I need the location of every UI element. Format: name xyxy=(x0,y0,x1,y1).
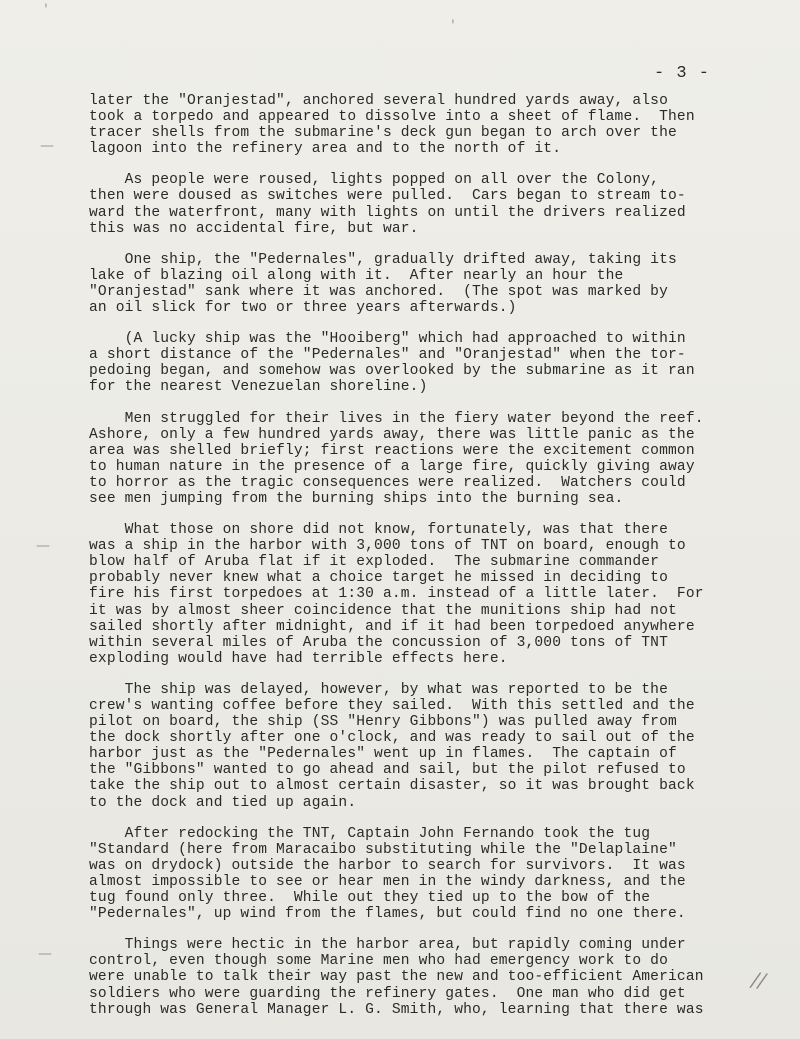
paragraph xyxy=(89,331,769,395)
margin-dash-mark: — xyxy=(40,138,54,154)
text-line: to horror as the tragic consequences were realized. Watchers could xyxy=(89,474,686,491)
text-line: Men struggled for their lives in the fiery water beyond the reef. xyxy=(89,410,704,427)
text-line: almost impossible to see or hear men in the windy darkness, and the xyxy=(89,873,686,890)
text-line: What those on shore did not know, fortunately, was that there xyxy=(89,522,668,539)
text-line: blow half of Aruba flat if it exploded. The submarine commander xyxy=(89,554,660,571)
text-line: within several miles of Aruba the concussion of 3,000 tons of TNT xyxy=(89,634,668,651)
text-line: then were doused as switches were pulled. Cars began to stream to- xyxy=(89,188,686,205)
text-line: soldiers who were guarding the refinery gates. One man who did get xyxy=(89,985,686,1002)
text-line: "Pedernales", up wind from the flames, but could find no one there. xyxy=(89,906,686,923)
text-line: ward the waterfront, many with lights on until the drivers realized xyxy=(89,204,686,221)
text-line: The ship was delayed, however, by what was reported to be the xyxy=(89,681,668,698)
text-line: to the dock and tied up again. xyxy=(89,794,357,811)
paragraph xyxy=(89,937,769,1017)
handwritten-mark: // xyxy=(750,967,768,993)
text-line: later the "Oranjestad", anchored several hundred yards away, also xyxy=(89,93,668,109)
text-line: lake of blazing oil along with it. After nearly an hour the xyxy=(89,267,624,284)
text-line: area was shelled briefly; first reactions were the excitement common xyxy=(89,442,695,459)
paragraph xyxy=(89,522,769,667)
text-line: As people were roused, lights popped on all over the Colony, xyxy=(89,172,660,189)
text-line: a short distance of the "Pedernales" and "Oranjestad" when the tor- xyxy=(89,347,686,364)
text-line: probably never knew what a choice target he missed in deciding to xyxy=(89,570,668,587)
text-line: "Oranjestad" sank where it was anchored. (The spot was marked by xyxy=(89,283,668,300)
text-line: lagoon into the refinery area and to the north of it. xyxy=(89,141,562,158)
text-line: control, even though some Marine men who had emergency work to do xyxy=(89,953,668,970)
paragraph xyxy=(89,826,769,923)
text-line: through was General Manager L. G. Smith, who, learning that there was xyxy=(89,1001,704,1018)
text-line: take the ship out to almost certain disaster, so it was brought back xyxy=(89,778,695,795)
text-line: harbor just as the "Pedernales" went up in flames. The captain of xyxy=(89,746,677,763)
body-text xyxy=(89,93,769,1033)
text-line: crew's wanting coffee before they sailed. With this settled and the xyxy=(89,698,695,714)
paragraph xyxy=(89,172,769,236)
text-line: were unable to talk their way past the new and too-efficient American xyxy=(89,969,704,986)
text-line: One ship, the "Pedernales", gradually drifted away, taking its xyxy=(89,251,677,268)
text-line: Things were hectic in the harbor area, but rapidly coming under xyxy=(89,937,686,954)
text-line: to human nature in the presence of a large fire, quickly giving away xyxy=(89,458,695,475)
text-line: was on drydock) outside the harbor to search for survivors. It was xyxy=(89,857,686,874)
margin-dash-mark: — xyxy=(36,538,50,554)
text-line: "Standard (here from Maracaibo substituting while the "Delaplaine" xyxy=(89,841,677,858)
text-line: sailed shortly after midnight, and if it had been torpedoed anywhere xyxy=(89,618,695,635)
text-line: was a ship in the harbor with 3,000 tons of TNT on board, enough to xyxy=(89,538,686,555)
page-number: - 3 - xyxy=(654,64,711,83)
text-line: pedoing began, and somehow was overlooked by the submarine as it ran xyxy=(89,363,695,380)
text-line: tug found only three. While out they tied up to the bow of the xyxy=(89,890,651,907)
paragraph xyxy=(89,93,769,157)
paragraph xyxy=(89,411,769,508)
text-line: fire his first torpedoes at 1:30 a.m. instead of a little later. For xyxy=(89,586,704,603)
paragraph xyxy=(89,682,769,811)
text-line: the "Gibbons" wanted to go ahead and sail, but the pilot refused to xyxy=(89,762,686,779)
text-line: exploding would have had terrible effects here. xyxy=(89,650,508,667)
text-line: took a torpedo and appeared to dissolve into a sheet of flame. Then xyxy=(89,109,695,126)
text-line: see men jumping from the burning ships into the burning sea. xyxy=(89,490,624,507)
text-line: pilot on board, the ship (SS "Henry Gibbons") was pulled away from xyxy=(89,714,677,731)
text-line: After redocking the TNT, Captain John Fernando took the tug xyxy=(89,825,651,842)
text-line: this was no accidental fire, but war. xyxy=(89,220,419,237)
text-line: an oil slick for two or three years afterwards.) xyxy=(89,300,517,317)
margin-tick-mark: ' xyxy=(44,2,48,18)
text-line: Ashore, only a few hundred yards away, there was little panic as the xyxy=(89,426,695,443)
margin-tick-mark: ' xyxy=(451,18,455,34)
text-line: tracer shells from the submarine's deck gun began to arch over the xyxy=(89,125,677,142)
text-line: (A lucky ship was the "Hooiberg" which had approached to within xyxy=(89,331,686,348)
text-line: the dock shortly after one o'clock, and was ready to sail out of the xyxy=(89,730,695,747)
text-line: for the nearest Venezuelan shoreline.) xyxy=(89,379,428,396)
paragraph xyxy=(89,252,769,316)
text-line: it was by almost sheer coincidence that the munitions ship had not xyxy=(89,602,677,619)
margin-dash-mark: — xyxy=(38,946,52,962)
